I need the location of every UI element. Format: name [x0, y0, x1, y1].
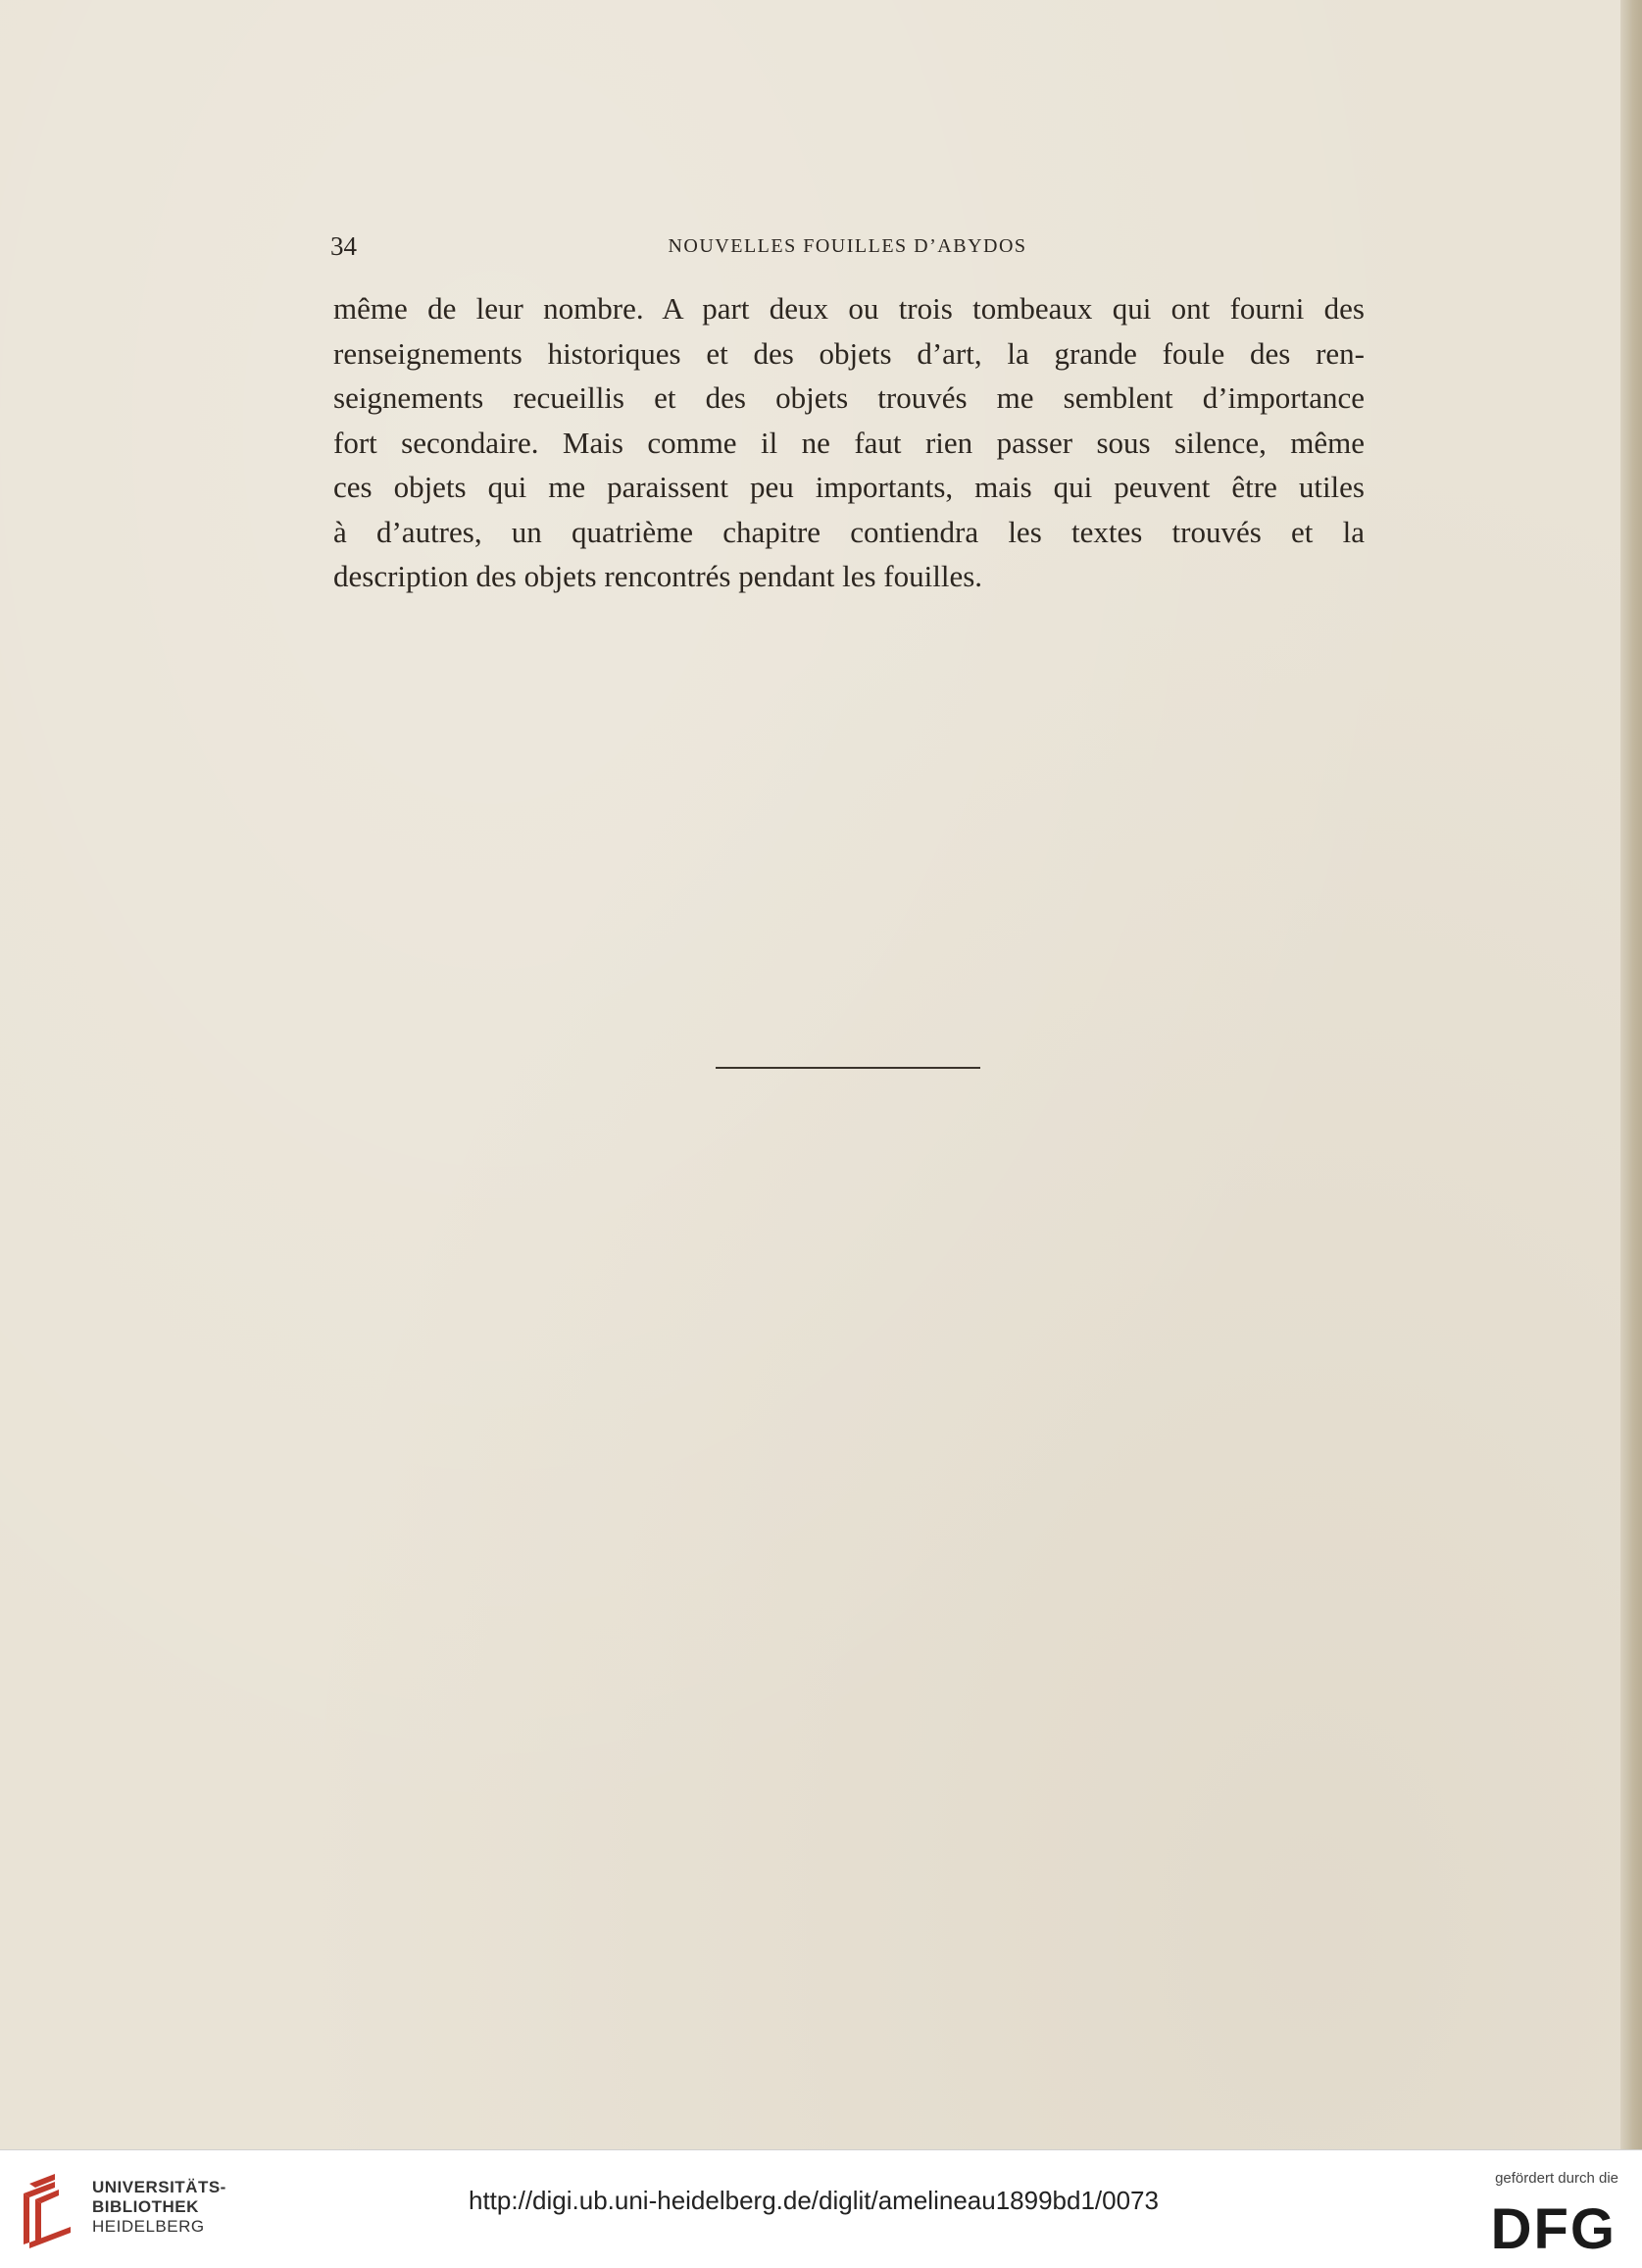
footer-bar — [0, 2149, 1642, 2268]
library-name — [92, 2178, 226, 2237]
body-paragraph — [333, 286, 1365, 599]
running-title: NOUVELLES FOUILLES D’ABYDOS — [668, 235, 1027, 257]
text-line: fort secondaire. Mais comme il ne faut rien passer sous silence, même — [333, 425, 1365, 460]
library-name-line: BIBLIOTHEK — [92, 2197, 199, 2216]
dfg-logo-text: DFG — [1490, 2197, 1617, 2256]
text-line: ces objets qui me paraissent peu importants, mais qui peuvent être utiles — [333, 470, 1365, 504]
text-line: seignements recueillis et des objets trouvés me semblent d’importance — [333, 380, 1365, 415]
permalink-url[interactable]: http://digi.ub.uni-heidelberg.de/diglit/amelineau1899bd1/0073 — [469, 2186, 1159, 2215]
library-name-line: UNIVERSITÄTS- — [92, 2178, 226, 2196]
library-name-line: HEIDELBERG — [92, 2217, 205, 2236]
running-head — [330, 231, 1365, 271]
text-line: renseignements historiques et des objets d’art, la grande foule des ren- — [333, 335, 1365, 371]
library-logo-icon — [16, 2170, 80, 2248]
page-edge — [1620, 0, 1642, 2149]
dfg-logo-icon — [1462, 2197, 1618, 2256]
text-line: à d’autres, un quatrième chapitre contiendra les textes trouvés et la — [333, 514, 1365, 549]
funder-note: gefördert durch die — [1495, 2170, 1618, 2187]
section-separator — [716, 1067, 980, 1069]
text-line: description des objets rencontrés pendant les fouilles. — [333, 559, 983, 593]
page-number: 34 — [330, 231, 357, 261]
text-line: même de leur nombre. A part deux ou trois tombeaux qui ont fourni des — [333, 291, 1365, 326]
